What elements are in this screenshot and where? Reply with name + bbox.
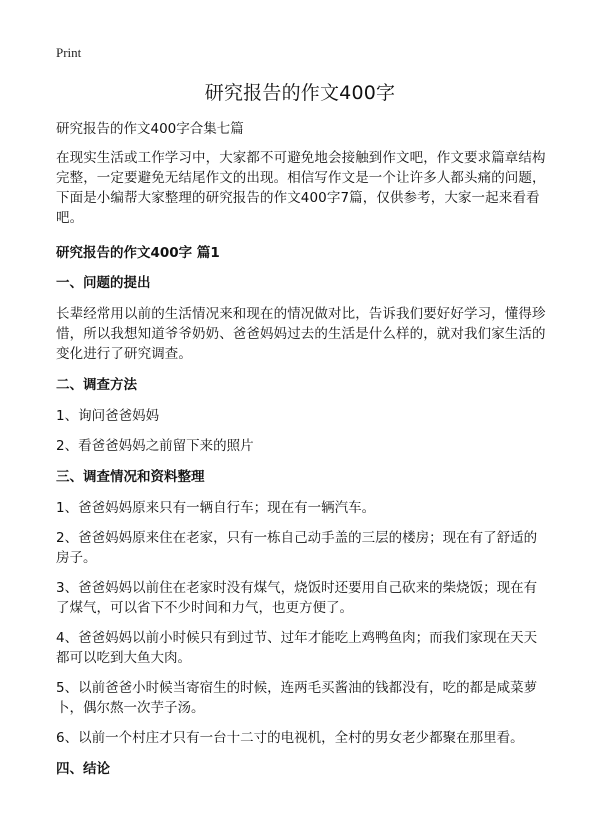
heading-method: 二、调查方法	[56, 377, 137, 393]
finding-item-4: 4、爸爸妈妈以前小时候只有到过节、过年才能吃上鸡鸭鱼肉；而我们家现在天天都可以吃到大鱼大肉。	[56, 630, 538, 666]
method-item-2: 2、看爸爸妈妈之前留下来的照片	[56, 438, 254, 454]
heading-problem: 一、问题的提出	[56, 275, 151, 291]
finding-item-5: 5、以前爸爸小时候当寄宿生的时候，连两毛买酱油的钱都没有，吃的都是咸菜萝卜，偶尔熬一次芋子汤。	[56, 680, 538, 716]
page-title: 研究报告的作文400字	[204, 82, 396, 104]
method-item-1: 1、询问爸爸妈妈	[56, 408, 160, 424]
heading-findings: 三、调查情况和资料整理	[56, 469, 205, 485]
heading-conclusion: 四、结论	[56, 761, 110, 777]
finding-item-6: 6、以前一个村庄才只有一台十二寸的电视机，全村的男女老少都聚在那里看。	[56, 730, 524, 746]
article-body	[56, 118, 548, 790]
finding-item-3: 3、爸爸妈妈以前住在老家时没有煤气，烧饭时还要用自己砍来的柴烧饭；现在有了煤气，可以省下不少时间和力气，也更方便了。	[56, 580, 538, 616]
intro-paragraph: 在现实生活或工作学习中，大家都不可避免地会接触到作文吧，作文要求篇章结构完整，一定要避免无结尾作文的出现。相信写作文是一个让许多人都头痛的问题，下面是小编帮大家整理的研究报告的作文400字7篇，仅供参考，大家一起来看看吧。	[56, 150, 546, 226]
print-link[interactable]: Print	[56, 45, 82, 60]
finding-item-2: 2、爸爸妈妈原来住在老家，只有一栋自己动手盖的三层的楼房；现在有了舒适的房子。	[56, 530, 538, 566]
collection-subtitle: 研究报告的作文400字合集七篇	[56, 121, 244, 137]
problem-paragraph: 长辈经常用以前的生活情况来和现在的情况做对比，告诉我们要好好学习，懂得珍惜，所以我想知道爷爷奶奶、爸爸妈妈过去的生活是什么样的，就对我们家生活的变化进行了研究调查。	[56, 306, 546, 362]
finding-item-1: 1、爸爸妈妈原来只有一辆自行车；现在有一辆汽车。	[56, 500, 376, 516]
section-title-1: 研究报告的作文400字 篇1	[56, 245, 220, 261]
